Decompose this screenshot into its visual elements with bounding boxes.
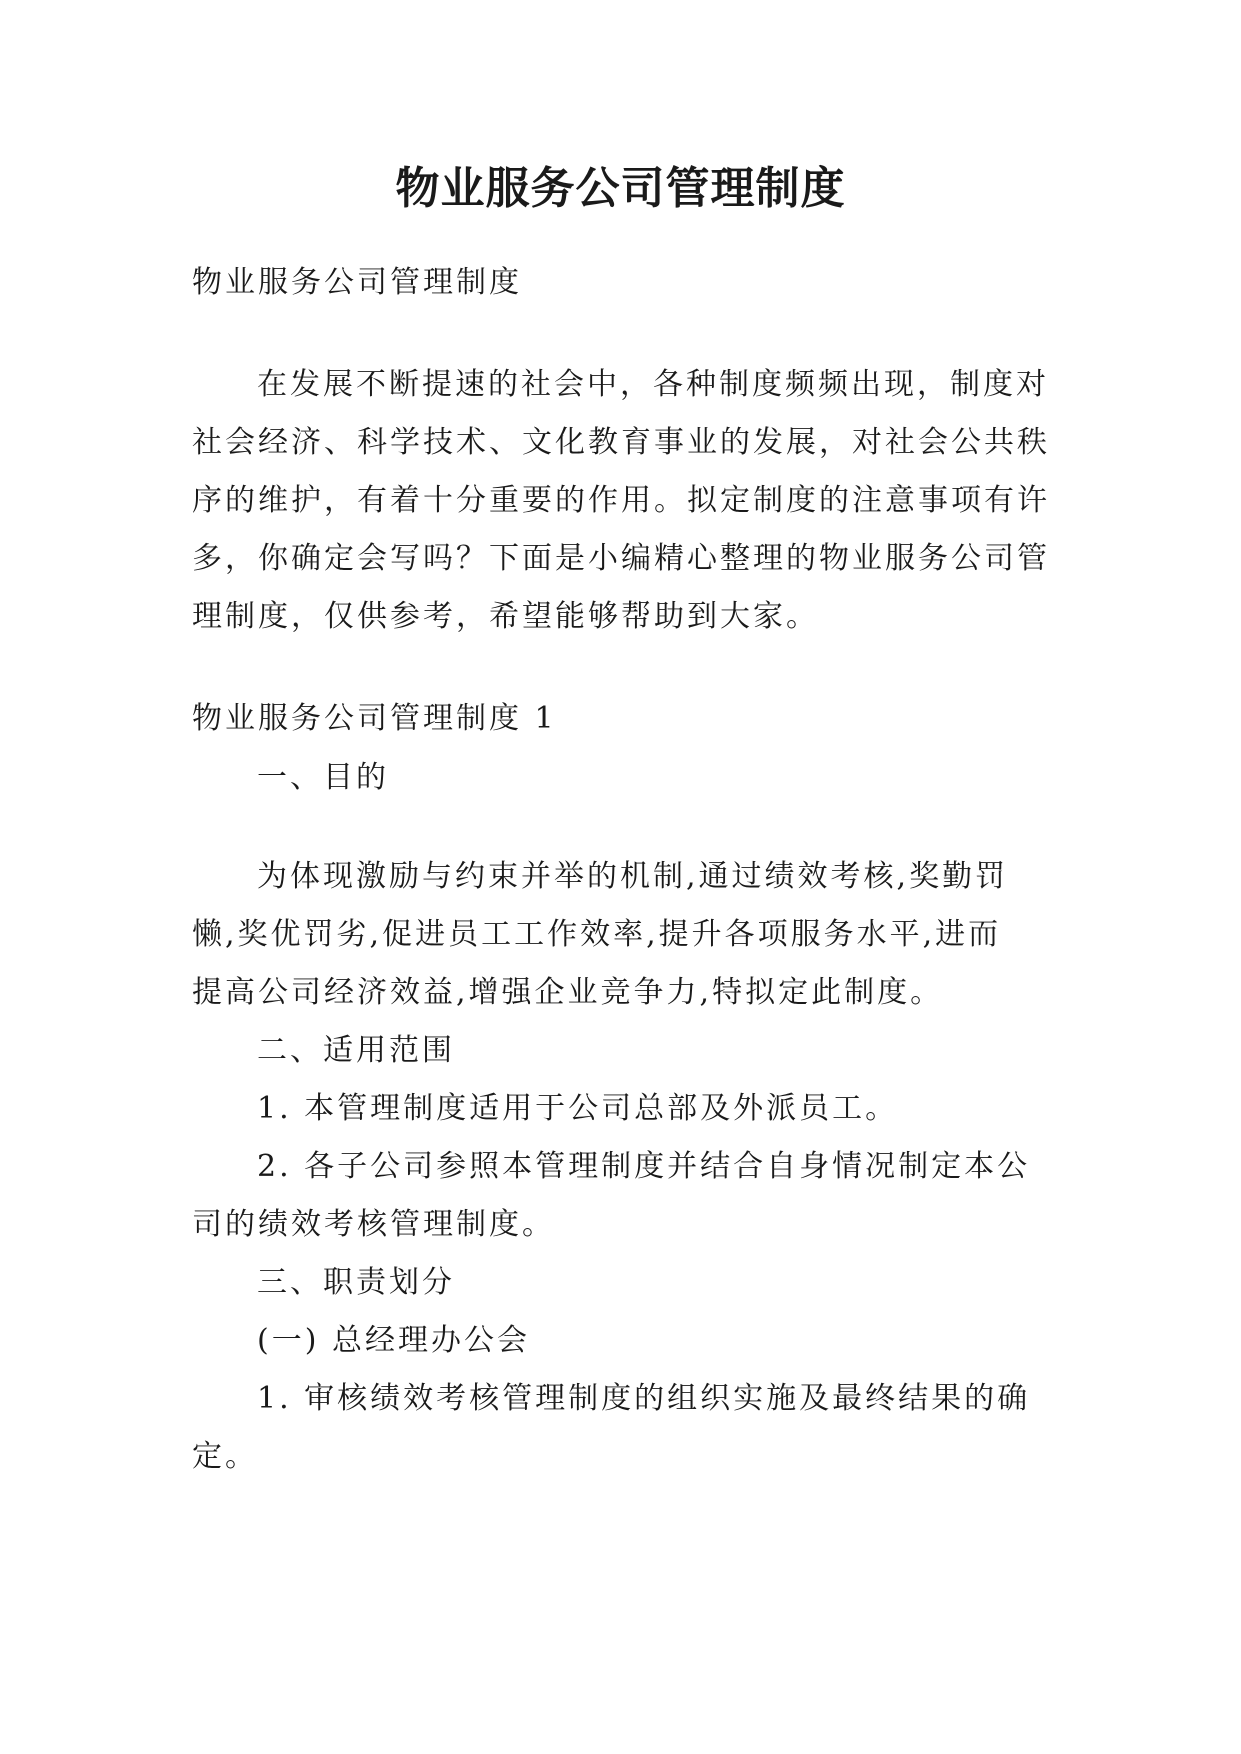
purpose-line: 提高公司经济效益,增强企业竞争力,特拟定此制度。 bbox=[192, 975, 944, 1010]
duty-item: 1. 审核绩效考核管理制度的组织实施及最终结果的确 bbox=[257, 1381, 1031, 1416]
purpose-line: 懒,奖优罚劣,促进员工工作效率,提升各项服务水平,进而 bbox=[192, 917, 1002, 952]
intro-line: 理制度，仅供参考，希望能够帮助到大家。 bbox=[192, 599, 819, 634]
heading-scope: 二、适用范围 bbox=[257, 1033, 455, 1068]
duties-subheading: (一) 总经理办公会 bbox=[257, 1323, 530, 1358]
intro-line: 在发展不断提速的社会中，各种制度频频出现，制度对 bbox=[257, 367, 1049, 402]
scope-item: 2. 各子公司参照本管理制度并结合自身情况制定本公 bbox=[257, 1149, 1031, 1184]
purpose-line: 为体现激励与约束并举的机制,通过绩效考核,奖勤罚 bbox=[257, 859, 1009, 894]
intro-line: 社会经济、科学技术、文化教育事业的发展，对社会公共秩 bbox=[192, 425, 1050, 460]
document-subtitle: 物业服务公司管理制度 bbox=[192, 265, 522, 300]
heading-duties: 三、职责划分 bbox=[257, 1265, 455, 1300]
duty-item-cont: 定。 bbox=[192, 1439, 258, 1474]
section-title: 物业服务公司管理制度 1 bbox=[192, 701, 557, 736]
intro-line: 多，你确定会写吗？下面是小编精心整理的物业服务公司管 bbox=[192, 541, 1050, 576]
heading-purpose: 一、目的 bbox=[257, 760, 389, 795]
scope-item: 1. 本管理制度适用于公司总部及外派员工。 bbox=[257, 1091, 899, 1126]
scope-item-cont: 司的绩效考核管理制度。 bbox=[192, 1207, 555, 1242]
intro-line: 序的维护，有着十分重要的作用。拟定制度的注意事项有许 bbox=[192, 483, 1050, 518]
document-title: 物业服务公司管理制度 bbox=[395, 163, 846, 214]
